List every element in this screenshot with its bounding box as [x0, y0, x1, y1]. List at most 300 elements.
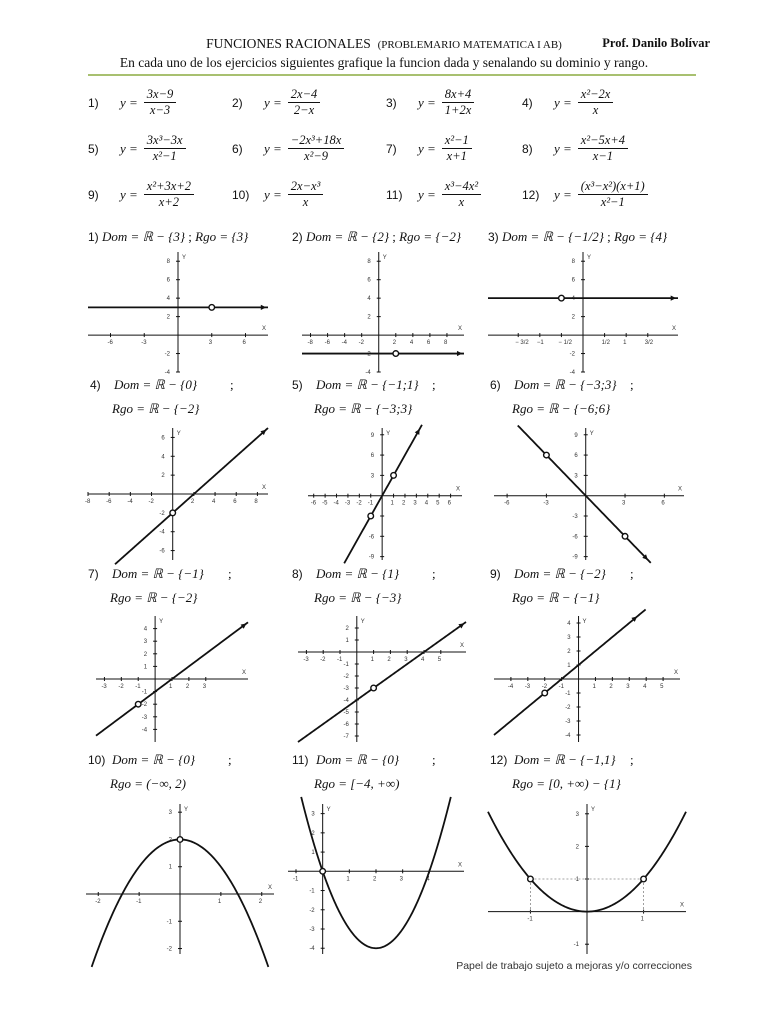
denominator: x	[302, 195, 309, 210]
y-equals: y =	[554, 94, 572, 110]
y-axis-label: Y	[184, 807, 189, 813]
x-axis-label: X	[262, 485, 267, 491]
y-equals: y =	[264, 186, 282, 202]
y-tick-label: 3	[370, 473, 375, 480]
fraction	[144, 180, 194, 209]
x-tick-label: -2	[541, 684, 548, 690]
exercise-number: 1)	[88, 95, 99, 110]
answer-number: 5)	[292, 378, 303, 392]
x-tick-label: -6	[504, 500, 510, 507]
y-tick-label: -6	[159, 548, 165, 555]
x-tick-label: -1	[136, 899, 142, 905]
y-tick-label: 2	[168, 837, 172, 844]
y-axis-label: Y	[360, 619, 365, 625]
x-tick-label: 2	[387, 657, 391, 663]
x-tick-label: 1	[592, 684, 596, 690]
y-tick-label: -4	[343, 698, 349, 704]
x-tick-label: 5	[436, 500, 440, 507]
fraction	[144, 134, 186, 163]
y-tick-label: -3	[565, 719, 571, 725]
answer-number: 3)	[488, 230, 503, 244]
fraction	[442, 134, 472, 163]
y-tick-label: 2	[161, 473, 165, 480]
y-tick-label: -1	[166, 919, 172, 926]
x-tick-label: -3	[543, 500, 549, 507]
answer-item	[88, 229, 248, 245]
y-tick-label: 3	[574, 473, 578, 480]
x-tick-label: -1	[558, 684, 564, 690]
x-tick-label: 1	[346, 876, 350, 883]
x-tick-label: − 3/2	[515, 340, 529, 347]
open-point	[542, 690, 548, 696]
open-point	[622, 534, 628, 540]
y-tick-label: -9	[572, 554, 578, 561]
y-tick-label: -1	[309, 888, 315, 895]
exercise-item	[88, 180, 194, 209]
y-axis-label: Y	[176, 431, 181, 437]
function-graph	[85, 428, 268, 560]
fraction	[288, 134, 344, 163]
x-tick-label: -4	[341, 340, 347, 347]
numerator: x²−2x	[578, 88, 614, 103]
y-tick-label: -4	[565, 733, 571, 739]
answer-item	[488, 229, 667, 245]
x-axis-label: X	[268, 885, 273, 891]
separator: ;	[432, 752, 436, 767]
x-axis-label: X	[678, 486, 683, 493]
domain-text: Dom = ℝ − {−1}	[112, 566, 204, 581]
author-name: Prof. Danilo Bolívar	[602, 36, 710, 50]
open-point	[177, 837, 183, 843]
answer-number: 7)	[88, 567, 99, 581]
y-tick-label: 2	[143, 651, 148, 658]
x-tick-label: -3	[524, 684, 531, 690]
denominator: x−3	[149, 103, 171, 118]
y-tick-label: 2	[166, 314, 170, 321]
y-tick-label: 8	[166, 259, 170, 266]
footer-note: Papel de trabajo sujeto a mejoras y/o correcciones	[456, 960, 692, 972]
denominator: x+1	[446, 149, 467, 164]
exercise-number: 10)	[232, 187, 250, 202]
fraction	[442, 180, 481, 209]
x-tick-label: 4	[424, 500, 429, 507]
exercise-item	[386, 180, 481, 209]
function-curve	[344, 425, 422, 563]
x-tick-label: 2	[190, 499, 195, 505]
y-tick-label: 1	[345, 638, 349, 644]
range-text: Rgo = [0, +∞) − {1}	[512, 776, 621, 791]
answer-number: 9)	[490, 567, 501, 581]
y-axis-label: Y	[182, 255, 187, 261]
x-tick-label: 2	[609, 684, 613, 690]
x-tick-label: −1	[536, 340, 544, 347]
exercise-item	[522, 180, 648, 209]
y-tick-label: -4	[164, 370, 170, 376]
x-tick-label: 3	[208, 340, 213, 347]
exercise-number: 7)	[386, 141, 397, 156]
x-tick-label: 3/2	[644, 340, 654, 347]
x-tick-label: 2	[392, 340, 397, 347]
x-axis-label: X	[672, 326, 677, 333]
y-tick-label: -5	[343, 710, 349, 716]
y-tick-label: 1	[567, 663, 571, 669]
x-tick-label: 4	[421, 657, 425, 663]
y-axis-label: Y	[386, 431, 391, 437]
exercise-number: 2)	[232, 95, 243, 110]
x-axis-label: X	[456, 486, 461, 493]
x-tick-label: 6	[242, 340, 246, 347]
y-tick-label: 6	[370, 453, 375, 460]
exercise-number: 4)	[522, 95, 533, 110]
y-equals: y =	[120, 94, 138, 110]
x-tick-label: -3	[101, 684, 107, 690]
y-tick-label: 4	[166, 296, 170, 303]
x-tick-label: -2	[95, 899, 101, 905]
y-tick-label: 4	[143, 626, 148, 633]
denominator: 1+2x	[444, 103, 472, 118]
function-graph	[298, 616, 466, 742]
x-tick-label: 6	[426, 340, 431, 347]
y-tick-label: -2	[309, 907, 315, 914]
numerator: (x³−x²)(x+1)	[578, 180, 648, 195]
separator: ;	[630, 377, 634, 392]
x-tick-label: -2	[118, 684, 124, 690]
x-tick-label: 3	[622, 500, 626, 507]
x-tick-label: -3	[141, 340, 147, 347]
denominator: x²−1	[600, 195, 625, 210]
x-tick-label: -8	[85, 499, 91, 505]
answer-number: 8)	[292, 567, 303, 581]
function-curve	[518, 425, 651, 562]
open-point	[135, 701, 141, 707]
numerator: −2x³+18x	[288, 134, 344, 149]
exercise-item	[232, 88, 320, 117]
answer-number: 1)	[88, 230, 103, 244]
numerator: x²−5x+4	[578, 134, 628, 149]
x-tick-label: 3	[626, 684, 630, 690]
open-point	[368, 513, 374, 519]
x-tick-label: -4	[333, 500, 339, 507]
function-graph	[302, 252, 464, 376]
y-tick-label: -6	[572, 534, 578, 541]
fraction	[144, 88, 176, 117]
y-tick-label: -9	[368, 554, 375, 561]
separator: ;	[630, 566, 634, 581]
separator: ;	[432, 566, 436, 581]
function-curve	[115, 428, 268, 564]
x-tick-label: 2	[401, 500, 406, 507]
fraction	[578, 180, 648, 209]
answer-number: 2)	[292, 230, 307, 244]
x-tick-label: 4	[409, 340, 414, 347]
x-tick-label: -1	[135, 684, 141, 690]
open-point	[170, 510, 176, 516]
x-tick-label: -4	[127, 499, 133, 505]
x-tick-label: 4	[643, 684, 647, 690]
x-tick-label: -4	[507, 684, 514, 690]
numerator: x²−1	[442, 134, 472, 149]
x-tick-label: 4	[426, 876, 430, 883]
x-tick-label: 2	[185, 684, 190, 690]
function-graph	[494, 616, 680, 742]
y-tick-label: 1	[168, 864, 172, 871]
y-tick-label: -1	[573, 942, 579, 949]
x-tick-label: -2	[358, 340, 365, 347]
numerator: 8x+4	[442, 88, 474, 103]
open-point	[320, 869, 326, 875]
domain-text: Dom = ℝ − {3}	[102, 229, 186, 244]
x-tick-label: 3	[202, 684, 207, 690]
range-text: Rgo = ℝ − {−3;3}	[314, 401, 413, 416]
y-equals: y =	[120, 186, 138, 202]
exercise-number: 9)	[88, 187, 99, 202]
x-tick-label: -1	[337, 657, 343, 663]
x-tick-label: 3	[404, 657, 408, 663]
x-axis-label: X	[458, 862, 463, 869]
y-tick-label: -7	[343, 734, 349, 740]
answer-number: 11)	[292, 753, 309, 767]
y-axis-label: Y	[591, 807, 596, 813]
separator: ;	[230, 377, 234, 392]
fraction	[578, 134, 628, 163]
range-text: Rgo = ℝ − {−6;6}	[512, 401, 611, 416]
domain-text: Dom = ℝ − {2}	[306, 229, 390, 244]
y-tick-label: 8	[571, 259, 575, 266]
x-tick-label: 2	[258, 899, 263, 905]
y-tick-label: -4	[159, 529, 165, 536]
y-tick-label: 9	[370, 432, 375, 439]
y-equals: y =	[120, 140, 138, 156]
denominator: x	[458, 195, 465, 210]
range-text: Rgo = [−4, +∞)	[314, 776, 400, 791]
y-tick-label: 6	[161, 435, 165, 442]
function-graph	[288, 804, 464, 954]
y-axis-label: Y	[326, 807, 331, 813]
x-tick-label: 3	[413, 500, 417, 507]
domain-text: Dom = ℝ − {0}	[114, 377, 198, 392]
domain-text: Dom = ℝ − {−2}	[514, 566, 606, 581]
x-axis-label: X	[262, 326, 267, 333]
y-tick-label: 8	[367, 259, 371, 266]
y-tick-label: 1	[575, 877, 579, 883]
x-tick-label: -8	[307, 340, 313, 347]
y-tick-label: 6	[571, 277, 575, 284]
y-tick-label: 2	[311, 830, 315, 837]
y-tick-label: -2	[343, 674, 349, 680]
x-axis-label: X	[460, 643, 465, 649]
domain-text: Dom = ℝ − {−3;3}	[514, 377, 617, 392]
open-point	[209, 305, 215, 311]
range-text: Rgo = ℝ − {−2}	[112, 401, 200, 416]
x-tick-label: -2	[320, 657, 326, 663]
denominator: x²−1	[152, 149, 177, 164]
separator: ;	[185, 229, 196, 244]
x-tick-label: 1	[640, 916, 644, 923]
x-tick-label: -6	[310, 500, 317, 507]
y-tick-label: 2	[345, 626, 349, 632]
x-tick-label: − 1/2	[558, 340, 572, 347]
y-tick-label: -1	[343, 662, 349, 668]
x-tick-label: 1	[169, 684, 173, 690]
exercise-item	[88, 88, 176, 117]
x-tick-label: 4	[212, 499, 216, 505]
y-tick-label: 6	[166, 277, 170, 284]
x-tick-label: 1	[623, 340, 627, 347]
x-tick-label: -5	[322, 500, 328, 507]
open-point	[559, 295, 565, 301]
x-tick-label: 5	[660, 684, 664, 690]
denominator: x²−9	[304, 149, 329, 164]
x-tick-label: 1	[217, 899, 222, 905]
x-axis-label: X	[458, 326, 463, 333]
header-divider	[88, 74, 696, 76]
exercise-item	[386, 88, 474, 117]
x-tick-label: 8	[254, 499, 258, 505]
numerator: 2x−x³	[288, 180, 324, 195]
answer-number: 10)	[88, 753, 106, 767]
answer-item	[292, 229, 461, 245]
x-tick-label: 6	[661, 500, 665, 507]
numerator: 2x−4	[288, 88, 320, 103]
function-graph	[86, 804, 274, 954]
y-axis-label: Y	[159, 619, 164, 625]
x-tick-label: 1	[370, 657, 374, 663]
range-text: Rgo = ℝ − {−1}	[512, 590, 600, 605]
y-tick-label: -2	[365, 351, 371, 358]
y-tick-label: -1	[565, 691, 571, 697]
answer-number: 4)	[90, 378, 101, 392]
arrowhead	[457, 351, 462, 356]
exercise-number: 6)	[232, 141, 243, 156]
x-tick-label: 1/2	[601, 340, 610, 347]
y-tick-label: -4	[309, 946, 315, 953]
fraction	[442, 88, 474, 117]
exercise-item	[232, 134, 344, 163]
y-tick-label: 2	[567, 649, 571, 655]
exercise-number: 12)	[522, 187, 540, 202]
y-equals: y =	[554, 140, 572, 156]
x-tick-label: -6	[107, 340, 113, 347]
open-point	[528, 876, 534, 882]
range-text: Rgo = ℝ − {−2}	[110, 590, 198, 605]
denominator: x	[592, 103, 599, 118]
exercise-item	[232, 180, 323, 209]
separator: ;	[432, 377, 436, 392]
open-point	[641, 876, 647, 882]
y-tick-label: -3	[572, 514, 578, 520]
x-tick-label: 3	[399, 876, 404, 883]
separator: ;	[389, 229, 400, 244]
y-tick-label: -2	[565, 705, 571, 711]
exercise-number: 11)	[386, 187, 403, 202]
exercise-item	[522, 134, 628, 163]
x-tick-label: -6	[106, 499, 112, 505]
y-tick-label: 3	[168, 810, 172, 817]
y-tick-label: -2	[166, 946, 172, 953]
y-equals: y =	[418, 140, 436, 156]
fraction	[288, 88, 320, 117]
y-tick-label: 4	[161, 454, 165, 461]
separator: ;	[228, 566, 232, 581]
fraction	[578, 88, 614, 117]
numerator: x³−4x²	[442, 180, 481, 195]
range-text: Rgo = {4}	[614, 229, 668, 244]
x-tick-label: 5	[437, 657, 442, 663]
answer-number: 6)	[490, 378, 501, 392]
denominator: 2−x	[293, 103, 315, 118]
x-tick-label: 6	[233, 499, 237, 505]
y-tick-label: 4	[367, 296, 371, 303]
exercise-item	[88, 134, 186, 163]
function-curve	[494, 609, 646, 735]
y-tick-label: 6	[367, 277, 371, 284]
domain-text: Dom = ℝ − {−1,1}	[514, 752, 616, 767]
function-graph	[488, 804, 686, 954]
open-point	[371, 685, 377, 691]
open-point	[544, 452, 550, 458]
y-tick-label: 3	[311, 811, 315, 818]
function-graph	[494, 428, 684, 560]
y-tick-label: 2	[571, 314, 575, 321]
separator: ;	[603, 229, 615, 244]
y-equals: y =	[264, 140, 282, 156]
x-tick-label: 6	[447, 500, 451, 507]
y-tick-label: 4	[567, 621, 571, 627]
y-tick-label: 3	[575, 811, 579, 818]
y-axis-label: Y	[382, 255, 387, 261]
y-equals: y =	[554, 186, 572, 202]
y-tick-label: -6	[368, 534, 375, 541]
y-tick-label: -2	[164, 351, 170, 358]
y-tick-label: -4	[569, 370, 575, 376]
numerator: 3x³−3x	[144, 134, 186, 149]
subtitle-text: (PROBLEMARIO MATEMATICA I AB)	[377, 39, 562, 51]
answer-number: 12)	[490, 753, 508, 767]
exercise-item	[522, 88, 613, 117]
open-point	[393, 351, 399, 357]
range-text: Rgo = {−2}	[399, 229, 462, 244]
y-tick-label: 2	[575, 844, 579, 851]
y-axis-label: Y	[589, 431, 594, 437]
y-axis-label: Y	[587, 255, 592, 261]
exercise-number: 8)	[522, 141, 533, 156]
function-graph	[88, 252, 268, 376]
open-point	[391, 473, 397, 479]
y-tick-label: 1	[311, 850, 315, 857]
y-equals: y =	[418, 186, 436, 202]
y-tick-label: -3	[141, 714, 148, 721]
y-tick-label: 3	[567, 635, 571, 641]
y-tick-label: 9	[574, 432, 578, 439]
x-tick-label: 1	[390, 500, 394, 507]
domain-text: Dom = ℝ − {−1;1}	[316, 377, 419, 392]
x-tick-label: -3	[344, 500, 351, 507]
arrowhead	[671, 296, 676, 301]
y-tick-label: -2	[141, 702, 148, 709]
separator: ;	[228, 752, 232, 767]
title-text: FUNCIONES RACIONALES	[206, 36, 371, 51]
x-tick-label: 2	[373, 876, 377, 883]
arrowhead	[261, 305, 266, 310]
x-axis-label: X	[674, 670, 679, 676]
y-tick-label: -2	[569, 351, 575, 358]
domain-text: Dom = ℝ − {1}	[316, 566, 400, 581]
y-tick-label: -4	[141, 727, 148, 734]
x-tick-label: -1	[367, 500, 374, 507]
y-tick-label: -2	[159, 510, 165, 517]
y-tick-label: 2	[367, 314, 371, 321]
domain-text: Dom = ℝ − {−1/2}	[502, 229, 604, 244]
